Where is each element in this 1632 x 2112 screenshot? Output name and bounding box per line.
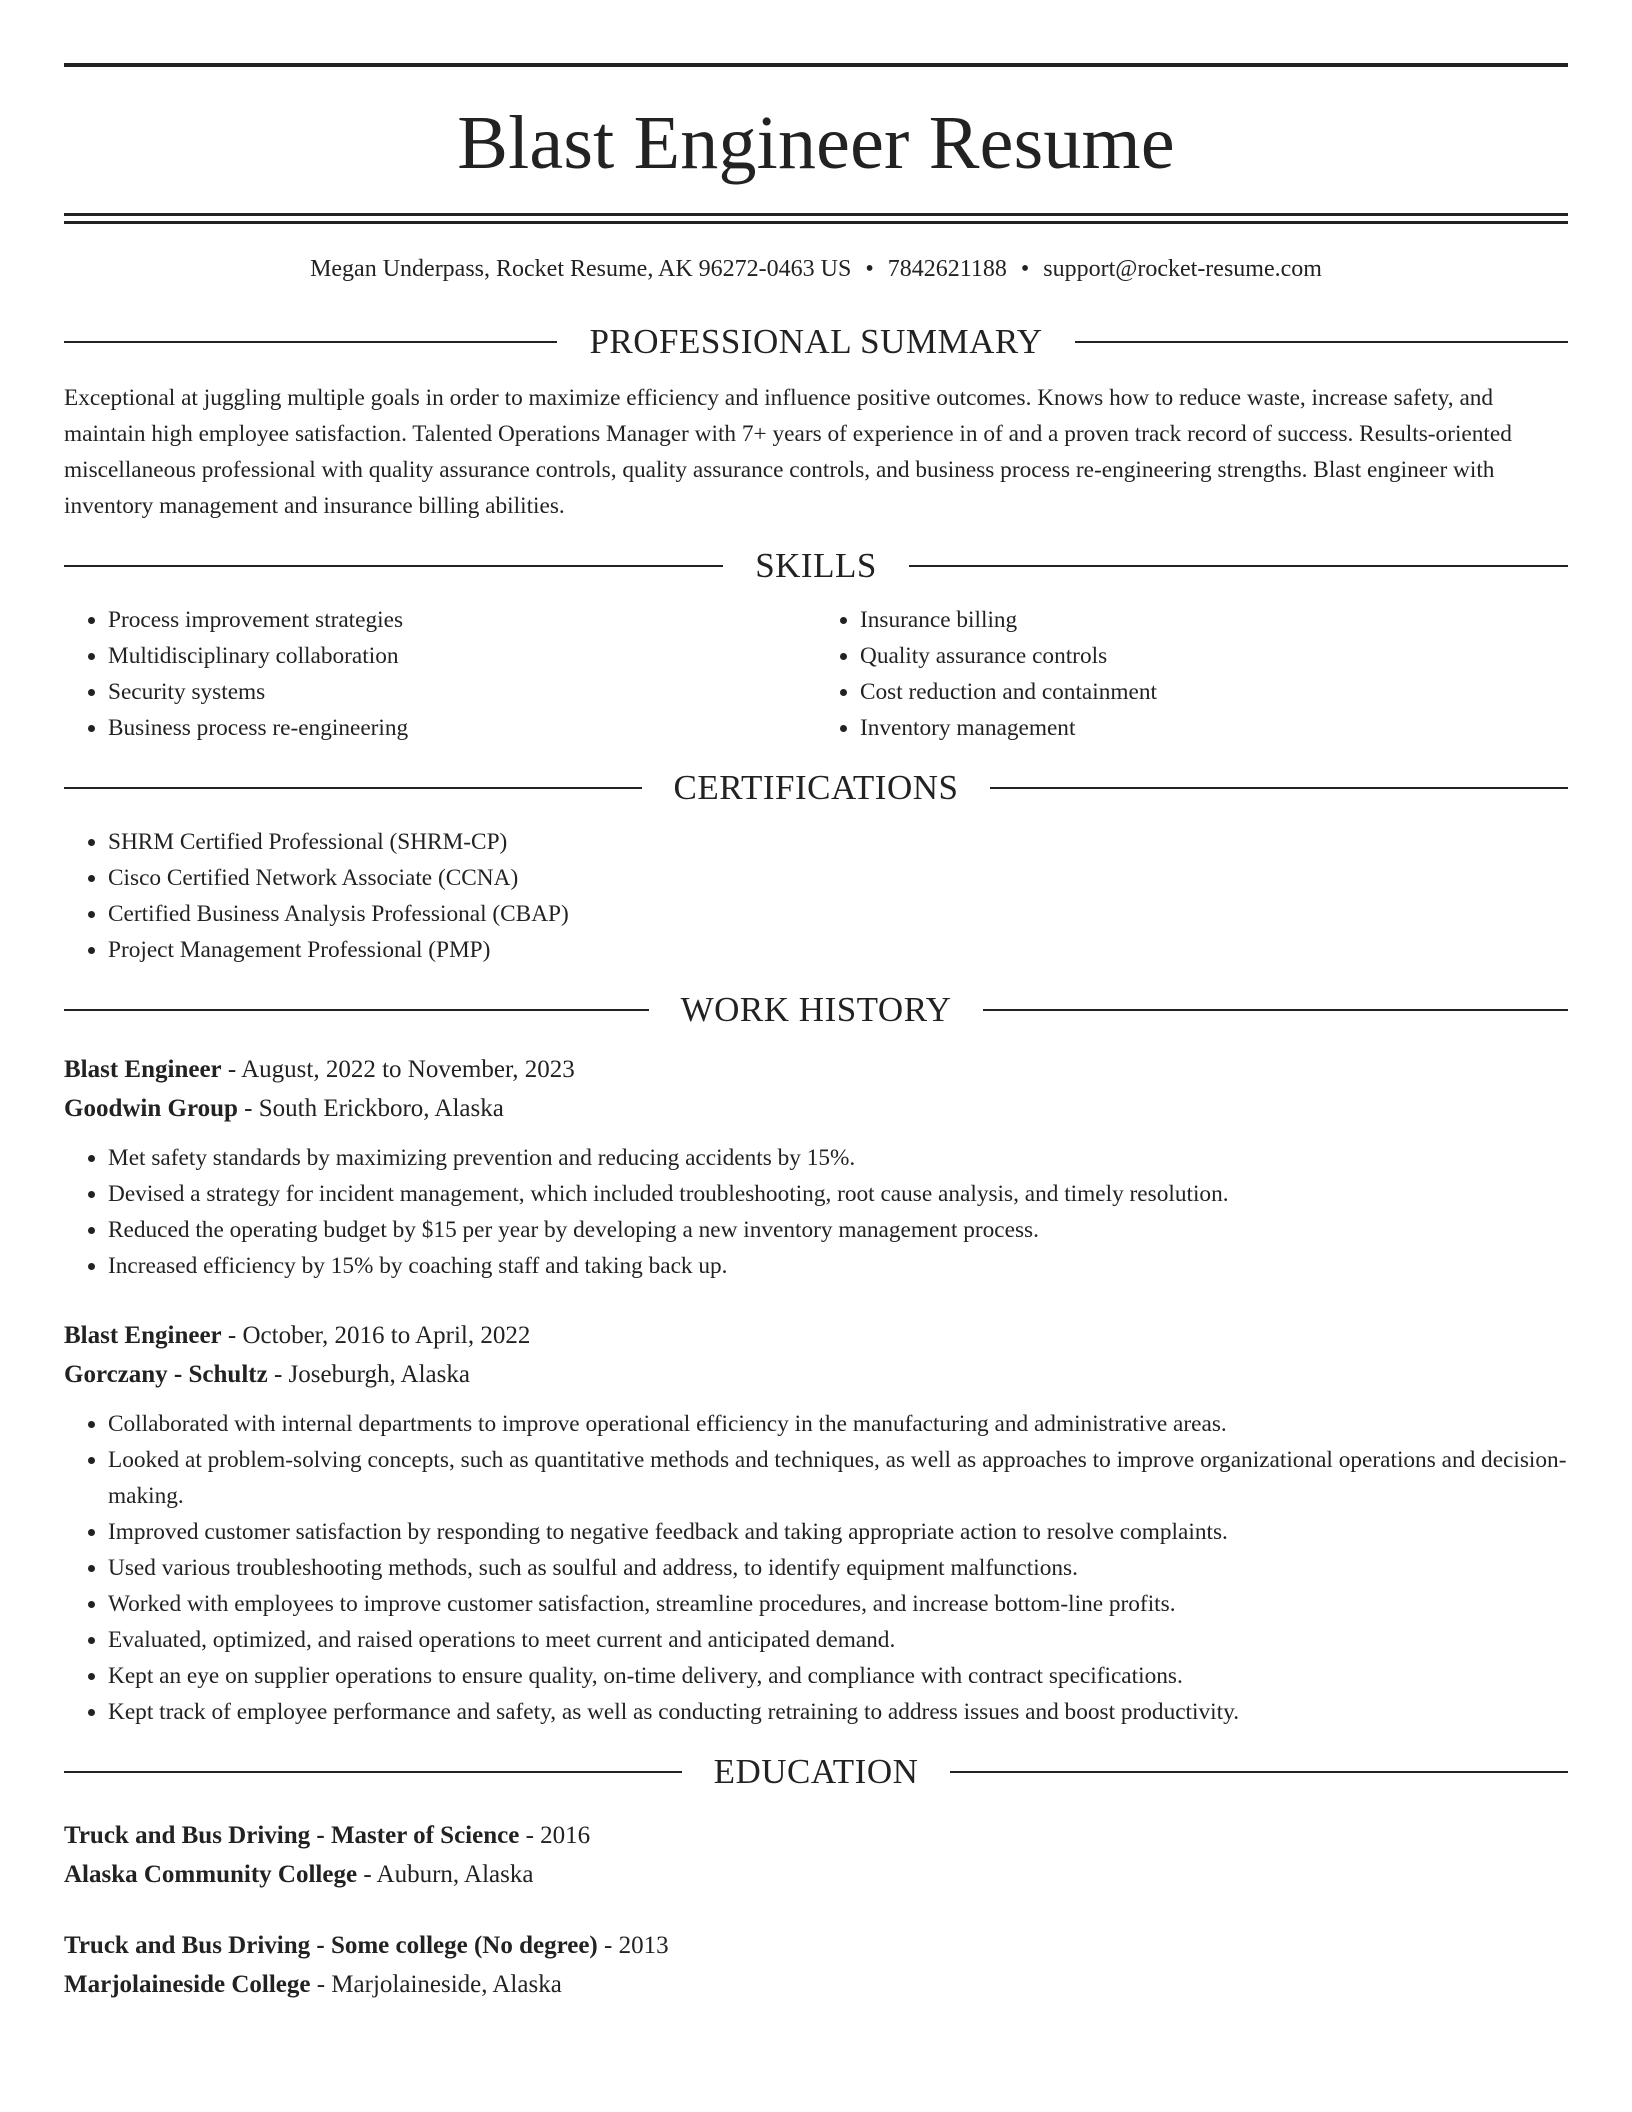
job-location: - South Erickboro, Alaska (237, 1095, 504, 1122)
resume-title: Blast Engineer Resume (457, 101, 1175, 185)
skill-item: • Security systems (108, 674, 816, 710)
job-bullet: • Looked at problem-solving concepts, such as quantitative methods and techniques, as well as approaches to improve organizational operations and decision-making. (108, 1442, 1568, 1514)
skills-column-right (816, 602, 1568, 746)
job-company-line (64, 1089, 1568, 1128)
resume-page (64, 0, 1568, 2004)
title-double-rule (64, 213, 1568, 224)
job-role-line (64, 1316, 1568, 1355)
certifications-list (64, 824, 1568, 968)
education-school: Alaska Community College (64, 1861, 358, 1888)
contact-phone: 7842621188 (887, 256, 1007, 282)
job-bullets (64, 1140, 1568, 1284)
contact-separator: • (1020, 256, 1030, 282)
work-history-title: WORK HISTORY (680, 990, 952, 1029)
job-entry (64, 1050, 1568, 1284)
skills-column-left (64, 602, 816, 746)
job-bullet: • Kept an eye on supplier operations to ensure quality, on-time delivery, and compliance with contract specifications. (108, 1658, 1568, 1694)
skills-list (64, 602, 1568, 746)
job-bullet: • Devised a strategy for incident management, which included troubleshooting, root cause analysis, and timely resolution. (108, 1176, 1568, 1212)
job-bullet: • Met safety standards by maximizing prevention and reducing accidents by 15%. (108, 1140, 1568, 1176)
education-school-line (64, 1855, 1568, 1894)
skill-item: • Insurance billing (860, 602, 1568, 638)
skill-item: • Multidisciplinary collaboration (108, 638, 816, 674)
job-bullet: • Evaluated, optimized, and raised operations to meet current and anticipated demand. (108, 1622, 1568, 1658)
heading-rule (64, 341, 557, 343)
job-bullets (64, 1406, 1568, 1730)
job-role: Blast Engineer (64, 1056, 222, 1083)
education-degree: Truck and Bus Driving - Some college (No degree) (64, 1932, 598, 1959)
certifications-title: CERTIFICATIONS (673, 768, 959, 807)
certification-item: • Cisco Certified Network Associate (CCNA) (108, 860, 1568, 896)
job-bullet: • Kept track of employee performance and safety, as well as conducting retraining to address issues and boost productivity. (108, 1694, 1568, 1730)
summary-heading (64, 322, 1568, 362)
heading-rule (64, 565, 723, 567)
summary-title: PROFESSIONAL SUMMARY (589, 322, 1043, 361)
education-heading (64, 1752, 1568, 1792)
education-school: Marjolaineside College (64, 1971, 311, 1998)
education-location: - Marjolaineside, Alaska (310, 1971, 562, 1998)
job-dates: - August, 2022 to November, 2023 (221, 1056, 575, 1083)
job-bullet: • Improved customer satisfaction by responding to negative feedback and taking appropriate action to resolve complaints. (108, 1514, 1568, 1550)
skills-title: SKILLS (755, 546, 877, 585)
job-bullet: • Worked with employees to improve customer satisfaction, streamline procedures, and increase bottom-line profits. (108, 1586, 1568, 1622)
education-year: - 2013 (597, 1932, 669, 1959)
education-year: - 2016 (519, 1822, 591, 1849)
heading-rule (983, 1009, 1568, 1011)
contact-address: Megan Underpass, Rocket Resume, AK 96272-0463 US (310, 256, 852, 282)
heading-rule (64, 1771, 682, 1773)
job-company-line (64, 1355, 1568, 1394)
job-bullet: • Collaborated with internal departments to improve operational efficiency in the manufacturing and administrative areas. (108, 1406, 1568, 1442)
contact-email: support@rocket-resume.com (1043, 256, 1322, 282)
certification-item: • Certified Business Analysis Professional (CBAP) (108, 896, 1568, 932)
heading-rule (1075, 341, 1568, 343)
education-title: EDUCATION (713, 1752, 919, 1791)
education-entry (64, 1816, 1568, 1894)
contact-separator: • (865, 256, 874, 282)
certification-item: • Project Management Professional (PMP) (108, 932, 1568, 968)
job-role: Blast Engineer (64, 1322, 222, 1349)
work-history-heading (64, 990, 1568, 1030)
skill-item: • Business process re-engineering (108, 710, 816, 746)
heading-rule (64, 1009, 649, 1011)
top-rule (64, 63, 1568, 67)
education-location: - Auburn, Alaska (357, 1861, 534, 1888)
job-bullet: • Increased efficiency by 15% by coaching staff and taking back up. (108, 1248, 1568, 1284)
job-company: Goodwin Group (64, 1095, 238, 1122)
education-degree-line (64, 1926, 1568, 1965)
skill-item: • Inventory management (860, 710, 1568, 746)
skill-item: • Quality assurance controls (860, 638, 1568, 674)
contact-line (64, 254, 1568, 284)
heading-rule (990, 787, 1568, 789)
skills-heading (64, 546, 1568, 586)
job-dates: - October, 2016 to April, 2022 (221, 1322, 531, 1349)
education-school-line (64, 1965, 1568, 2004)
skill-item: • Cost reduction and containment (860, 674, 1568, 710)
job-company: Gorczany - Schultz (64, 1361, 268, 1388)
education-entry (64, 1926, 1568, 2004)
heading-rule (950, 1771, 1568, 1773)
certifications-heading (64, 768, 1568, 808)
heading-rule (909, 565, 1568, 567)
summary-text: Exceptional at juggling multiple goals in order to maximize efficiency and influence positive outcomes. Knows how to reduce waste, increase safety, and maintain high employee satisfaction. Talented Operations Manager with 7+ years of experience in of and a proven track record of success. Results-oriented miscellaneous professional with quality assurance controls, quality assurance controls, and business process re-engineering strengths. Blast engineer with inventory management and insurance billing abilities. (64, 385, 1512, 519)
skill-item: • Process improvement strategies (108, 602, 816, 638)
job-bullet: • Used various troubleshooting methods, such as soulful and address, to identify equipment malfunctions. (108, 1550, 1568, 1586)
education-degree: Truck and Bus Driving - Master of Science (64, 1822, 520, 1849)
job-role-line (64, 1050, 1568, 1089)
job-entry (64, 1316, 1568, 1730)
job-bullet: • Reduced the operating budget by $15 per year by developing a new inventory management process. (108, 1212, 1568, 1248)
job-location: - Joseburgh, Alaska (267, 1361, 470, 1388)
education-degree-line (64, 1816, 1568, 1855)
heading-rule (64, 787, 642, 789)
certification-item: • SHRM Certified Professional (SHRM-CP) (108, 824, 1568, 860)
